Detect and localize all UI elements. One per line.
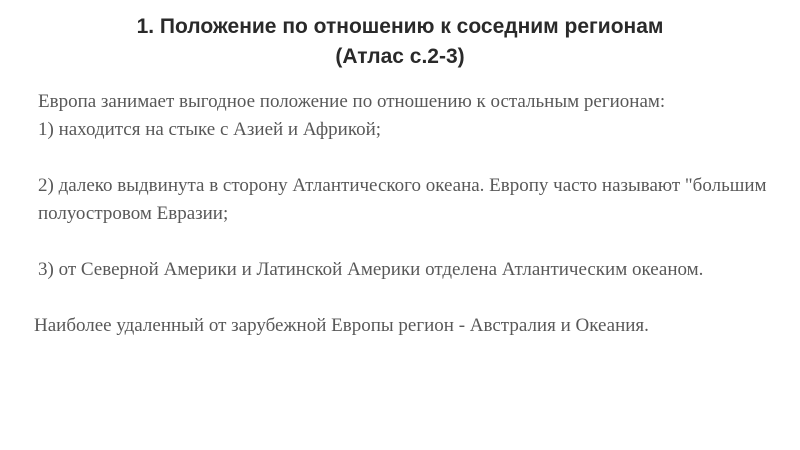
spacer [34, 228, 774, 256]
conclusion-paragraph: Наиболее удаленный от зарубежной Европы регион - Австралия и Океания. [34, 315, 649, 336]
list-item-3: 3) от Северной Америки и Латинской Америки отделена Атлантическим океаном. [38, 259, 704, 280]
slide-body [34, 88, 774, 340]
intro-paragraph: Европа занимает выгодное положение по отношению к остальным регионам: [38, 91, 666, 112]
spacer [34, 144, 774, 172]
slide-title-line-2: (Атлас с.2-3) [335, 45, 465, 68]
list-item-1: 1) находится на стыке с Азией и Африкой; [38, 119, 382, 140]
slide-title [0, 12, 800, 72]
list-item-2: 2) далеко выдвинута в сторону Атлантического океана. Европу часто называют "большим полуостровом Евразии; [38, 175, 767, 224]
slide-title-line-1: 1. Положение по отношению к соседним регионам [136, 15, 664, 38]
spacer [34, 284, 774, 312]
